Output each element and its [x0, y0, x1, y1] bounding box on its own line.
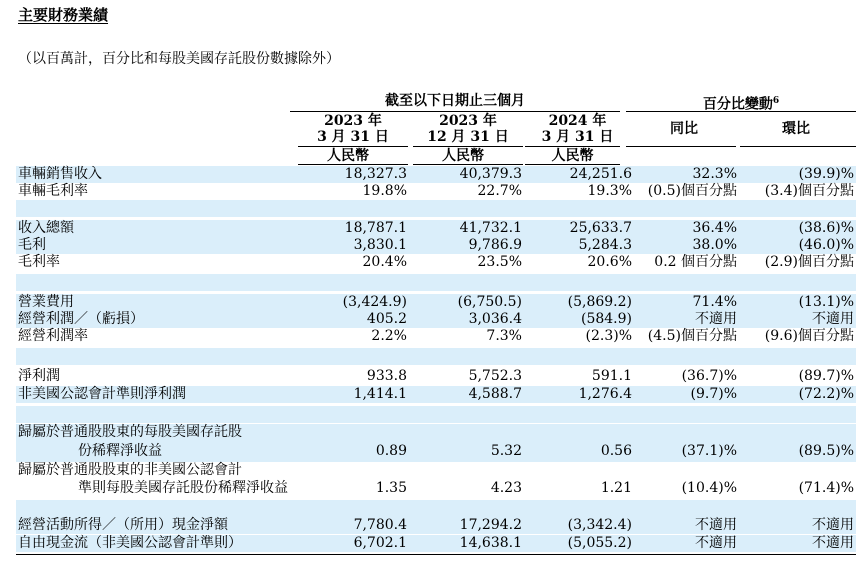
- table-row: [16, 254, 856, 271]
- header-rule-p3: [525, 146, 620, 147]
- header-change-label: 百分比變動: [702, 96, 773, 113]
- cell-q1-2024: 20.6%: [587, 254, 632, 270]
- spacer-row: [16, 348, 856, 365]
- spacer-row: [16, 406, 856, 423]
- table-row: [16, 183, 856, 200]
- header-rule-p2: [413, 146, 523, 147]
- cell-q4-2023: 3,036.4: [468, 311, 522, 327]
- cell-q1-2023: 6,702.1: [353, 535, 407, 551]
- cell-qoq: 不適用: [812, 311, 854, 327]
- cell-q1-2023: 1.35: [375, 480, 407, 496]
- cell-qoq: 不適用: [812, 535, 854, 551]
- table-row: [16, 368, 856, 385]
- table-row: [16, 328, 856, 345]
- cell-yoy: (0.5)個百分點: [647, 183, 737, 199]
- cell-q4-2023: 22.7%: [477, 183, 522, 199]
- row-label: 車輛毛利率: [18, 183, 88, 199]
- cell-q1-2024: 25,633.7: [569, 220, 632, 236]
- cell-q4-2023: 40,379.3: [459, 166, 522, 182]
- cell-q4-2023: 7.3%: [486, 328, 522, 344]
- cell-q1-2024: (3,342.4): [567, 517, 632, 533]
- period-3-date: 3 月 31 日: [541, 129, 614, 145]
- header-period-3: [525, 113, 630, 145]
- cell-q1-2023: 18,327.3: [344, 166, 407, 182]
- spacer-row: [16, 500, 856, 517]
- page-title: 主要財務業績: [18, 6, 109, 24]
- spacer-row: [16, 200, 856, 217]
- cell-yoy: (36.7)%: [681, 368, 737, 384]
- cell-q4-2023: 17,294.2: [459, 517, 522, 533]
- cell-yoy: 36.4%: [692, 220, 737, 236]
- cell-qoq: (46.0)%: [798, 237, 854, 253]
- row-label: 自由現金流（非美國公認會計準則）: [18, 535, 242, 551]
- cell-q1-2024: (5,869.2): [567, 294, 632, 310]
- cell-q1-2023: 1,414.1: [353, 386, 407, 402]
- period-3-year: 2024 年: [548, 113, 607, 129]
- cell-q1-2024: 24,251.6: [569, 166, 632, 182]
- row-label: 經營利潤率: [18, 328, 88, 344]
- cell-q1-2023: 18,787.1: [344, 220, 407, 236]
- row-label: 歸屬於普通股股東的非美國公認會計: [18, 462, 242, 478]
- cell-q1-2023: 2.2%: [371, 328, 407, 344]
- cell-q1-2024: (2.3)%: [585, 328, 632, 344]
- header-change-group: [626, 93, 856, 113]
- cell-qoq: (13.1)%: [798, 294, 854, 310]
- unit-label-2: 人民幣: [442, 148, 484, 164]
- cell-q1-2024: 1.21: [600, 480, 632, 496]
- header-rule-yoy: [626, 146, 736, 147]
- cell-q1-2023: 933.8: [366, 368, 407, 384]
- cell-qoq: 不適用: [812, 517, 854, 533]
- table-row: [16, 294, 856, 311]
- period-1-date: 3 月 31 日: [317, 129, 389, 145]
- unit-rule-3: [525, 164, 620, 165]
- header-period-1: [298, 113, 408, 145]
- row-label: 收入總額: [18, 220, 74, 236]
- cell-q1-2023: 3,830.1: [353, 237, 407, 253]
- cell-qoq: (9.6)個百分點: [764, 328, 854, 344]
- cell-qoq: (72.2)%: [798, 386, 854, 402]
- cell-q1-2023: 19.8%: [362, 183, 407, 199]
- header-rule-change: [626, 111, 856, 112]
- header-qoq: 環比: [782, 121, 810, 137]
- unit-label-1: 人民幣: [327, 148, 369, 164]
- cell-q1-2023: 7,780.4: [353, 517, 407, 533]
- cell-q4-2023: 5,752.3: [468, 368, 522, 384]
- period-2-date: 12 月 31 日: [427, 129, 509, 145]
- header-yoy: 同比: [670, 121, 698, 137]
- cell-q4-2023: 4.23: [490, 480, 522, 496]
- cell-yoy: 71.4%: [692, 294, 737, 310]
- row-label: 車輛銷售收入: [18, 166, 102, 182]
- table-row-multiline: [16, 424, 856, 462]
- row-label: 非美國公認會計準則淨利潤: [18, 386, 186, 402]
- table-row: [16, 166, 856, 183]
- table-row: [16, 386, 856, 403]
- cell-q4-2023: 4,588.7: [468, 386, 522, 402]
- cell-q1-2024: 5,284.3: [578, 237, 632, 253]
- cell-q4-2023: 9,786.9: [468, 237, 522, 253]
- cell-yoy: (9.7)%: [690, 386, 737, 402]
- header-rule-qoq: [740, 146, 856, 147]
- cell-q4-2023: 5.32: [490, 443, 522, 459]
- cell-qoq: (71.4)%: [798, 480, 854, 496]
- cell-qoq: (3.4)個百分點: [764, 183, 854, 199]
- cell-q1-2024: 0.56: [600, 443, 632, 459]
- table-row: [16, 535, 856, 552]
- cell-q1-2024: (584.9): [580, 311, 632, 327]
- row-label: 歸屬於普通股股東的每股美國存託股: [18, 424, 242, 440]
- cell-q1-2023: 405.2: [366, 311, 407, 327]
- spacer-row: [16, 274, 856, 291]
- period-1-year: 2023 年: [324, 113, 382, 129]
- footnote-marker: 6: [772, 96, 780, 106]
- cell-q4-2023: 23.5%: [477, 254, 522, 270]
- cell-qoq: (89.5)%: [798, 443, 854, 459]
- cell-q1-2023: 20.4%: [362, 254, 407, 270]
- row-label: 毛利: [18, 237, 46, 253]
- table-row-multiline: [16, 462, 856, 500]
- unit-label-3: 人民幣: [551, 148, 594, 164]
- cell-qoq: (38.6)%: [798, 220, 854, 236]
- cell-yoy: (4.5)個百分點: [647, 328, 737, 344]
- cell-q1-2024: 591.1: [591, 368, 632, 384]
- cell-qoq: (39.9)%: [798, 166, 854, 182]
- table-bottom-rule: [16, 554, 856, 555]
- cell-yoy: 38.0%: [692, 237, 737, 253]
- table-subtitle: （以百萬計，百分比和每股美國存託股份數據除外）: [18, 51, 340, 67]
- cell-q1-2024: 19.3%: [587, 183, 632, 199]
- cell-yoy: 不適用: [695, 535, 737, 551]
- cell-q4-2023: 41,732.1: [459, 220, 522, 236]
- cell-yoy: 32.3%: [692, 166, 737, 182]
- row-label-continued: 準則每股美國存託股份稀釋淨收益: [78, 480, 288, 496]
- cell-yoy: (10.4)%: [681, 480, 737, 496]
- cell-yoy: 不適用: [695, 311, 737, 327]
- cell-q1-2023: (3,424.9): [342, 294, 407, 310]
- cell-q1-2024: 1,276.4: [578, 386, 632, 402]
- header-rule-p1: [298, 146, 408, 147]
- row-label: 經營利潤／（虧損）: [18, 311, 144, 327]
- cell-q1-2024: (5,055.2): [567, 535, 632, 551]
- row-label: 淨利潤: [18, 368, 60, 384]
- table-row: [16, 220, 856, 237]
- header-period-group: 截至以下日期止三個月: [385, 93, 525, 109]
- row-label: 毛利率: [18, 254, 60, 270]
- table-row: [16, 311, 856, 328]
- row-label: 經營活動所得／（所用）現金淨額: [18, 517, 228, 533]
- table-row: [16, 237, 856, 254]
- cell-q4-2023: 14,638.1: [459, 535, 522, 551]
- header-period-2: [413, 113, 523, 145]
- row-label: 營業費用: [18, 294, 74, 310]
- unit-rule-1: [298, 164, 408, 165]
- cell-qoq: (2.9)個百分點: [764, 254, 854, 270]
- table-row: [16, 517, 856, 534]
- period-2-year: 2023 年: [439, 113, 497, 129]
- cell-yoy: 0.2 個百分點: [654, 254, 737, 270]
- row-label-continued: 份稀釋淨收益: [78, 443, 162, 459]
- cell-q4-2023: (6,750.5): [457, 294, 522, 310]
- cell-yoy: (37.1)%: [681, 443, 737, 459]
- cell-qoq: (89.7)%: [798, 368, 854, 384]
- header-rule-periods: [290, 111, 620, 112]
- cell-yoy: 不適用: [695, 517, 737, 533]
- cell-q1-2023: 0.89: [375, 443, 407, 459]
- unit-rule-2: [413, 164, 523, 165]
